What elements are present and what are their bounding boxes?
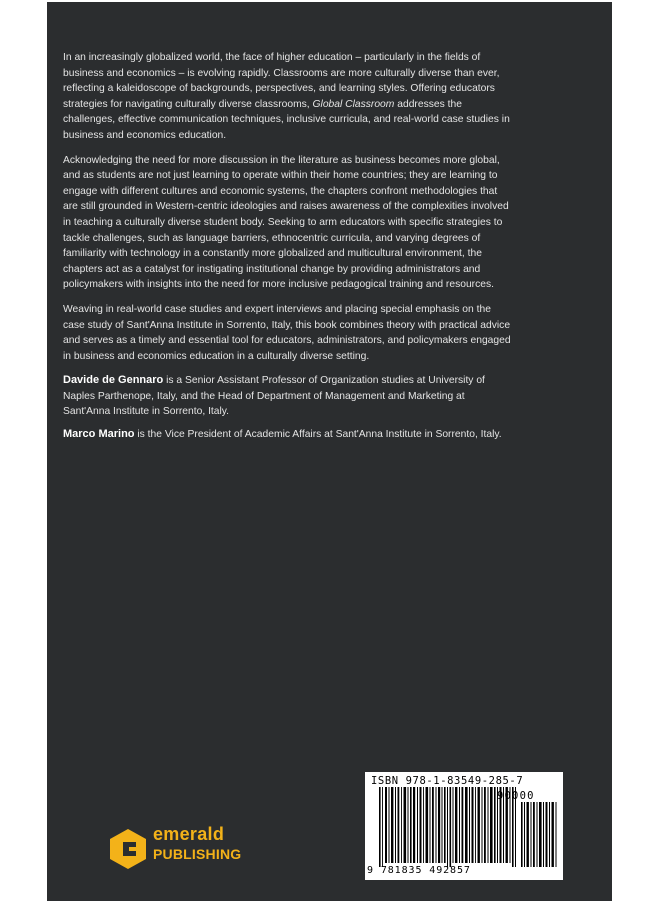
blurb-paragraph-1: In an increasingly globalized world, the face of higher education – particularly in the fields of business and economics – is evolving rapidly. Classrooms are more culturally diverse than ever, reflecting a kaleidoscope of backgrounds, perspectives, and learning styles. Offering educators strategies for navigating culturally diverse classrooms, Global Classroom addresses the challenges, effective communication techniques, inclusive curricula, and real-world case studies in business and economics education. <box>63 52 510 141</box>
isbn-barcode <box>365 772 563 880</box>
price-addon: 90000 <box>497 790 535 802</box>
isbn-label: ISBN 978-1-83549-285-7 <box>371 775 524 787</box>
book-title: Global Classroom <box>312 98 395 110</box>
blurb-paragraph-3: Weaving in real-world case studies and expert interviews and placing special emphasis on the case study of Sant'Anna Institute in Sorrento, Italy, this book combines theory with practical advice and serves as a timely and essential tool for educators, administrators, and policymakers engaged in business and economics education in a culturally diverse setting. <box>63 303 511 362</box>
blurb-paragraph-2: Acknowledging the need for more discussion in the literature as business becomes more global, and as students are not just learning to operate within their home countries; they are learning to engage with different cultures and economic systems, the chapters confront methodologies that are still grounded in Western-centric ideologies and raises awareness of the complexities involved in teaching a culturally diverse student body. Seeking to arm educators with specific strategies to tackle challenges, such as language barriers, ethnocentric curricula, and varying degrees of familiarity with technology in a constantly more globalized and multicultural environment, the chapters act as a catalyst for instigating institutional change by providing administrators and policymakers with insights into the need for more inclusive pedagogical training and resources. <box>63 154 509 291</box>
publisher-name: emerald <box>153 824 225 844</box>
barcode-digits: 9 781835 492857 <box>367 865 471 876</box>
author-bio-2: Marco Marino is the Vice President of Academic Affairs at Sant'Anna Institute in Sorrento, Italy. <box>63 428 502 441</box>
author-name: Marco Marino <box>63 428 135 441</box>
emerald-logo-icon <box>108 828 148 870</box>
barcode-bars <box>365 772 563 880</box>
publisher-subtitle: PUBLISHING <box>153 846 242 862</box>
author-bio-1: Davide de Gennaro is a Senior Assistant Professor of Organization studies at University of Naples Parthenope, Italy, and the Head of Department of Management and Marketing at Sant'Anna Institute in Sorrento, Italy. <box>63 374 485 418</box>
blurb-text <box>63 50 513 450</box>
author-name: Davide de Gennaro <box>63 374 164 387</box>
